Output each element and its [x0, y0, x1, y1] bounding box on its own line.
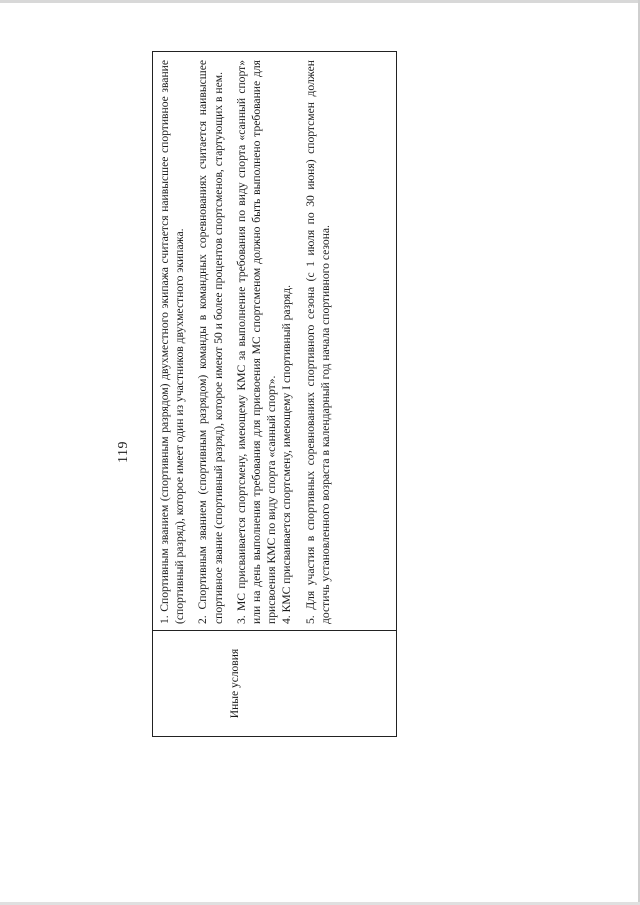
condition-item-1: 1. Спортивным званием (спортивным разрядом) двухместного экипажа считается наивысшее спортивное звание (спортивный разряд), которое имеет один из участников двухместного экипажа.: [158, 60, 187, 624]
condition-item-3: 3. МС присваивается спортсмену, имеющему КМС за выполнение требования по виду спорта «санный спорт» или на день выполнения требования для присвоения МС спортсменом должно быть выполнено требование для присвоения КМС по виду спорта «санный спорт».: [234, 60, 279, 624]
row-label-cell: Иные условия: [153, 631, 397, 737]
rotated-content: [110, 32, 530, 872]
condition-item-4: 4. КМС присваивается спортсмену, имеющему I спортивный разряд.: [280, 284, 294, 624]
table-row: [153, 52, 397, 737]
conditions-table: [152, 51, 397, 737]
page-number: 119: [116, 441, 131, 463]
condition-item-2: 2. Спортивным званием (спортивным разрядом) команды в командных соревнованиях считается наивысшее спортивное звание (спортивный разряд), которое имеют 50 и более процентов спортсменов, стартующих в нем.: [196, 60, 225, 624]
scan-edge-top: [0, 0, 640, 3]
condition-item-5: 5. Для участия в спортивных соревнованиях спортивного сезона (с 1 июля по 30 июня) спортсмен должен достичь установленного возраста в календарный год начала спортивного сезона.: [303, 60, 332, 624]
row-text-cell: [153, 52, 397, 631]
